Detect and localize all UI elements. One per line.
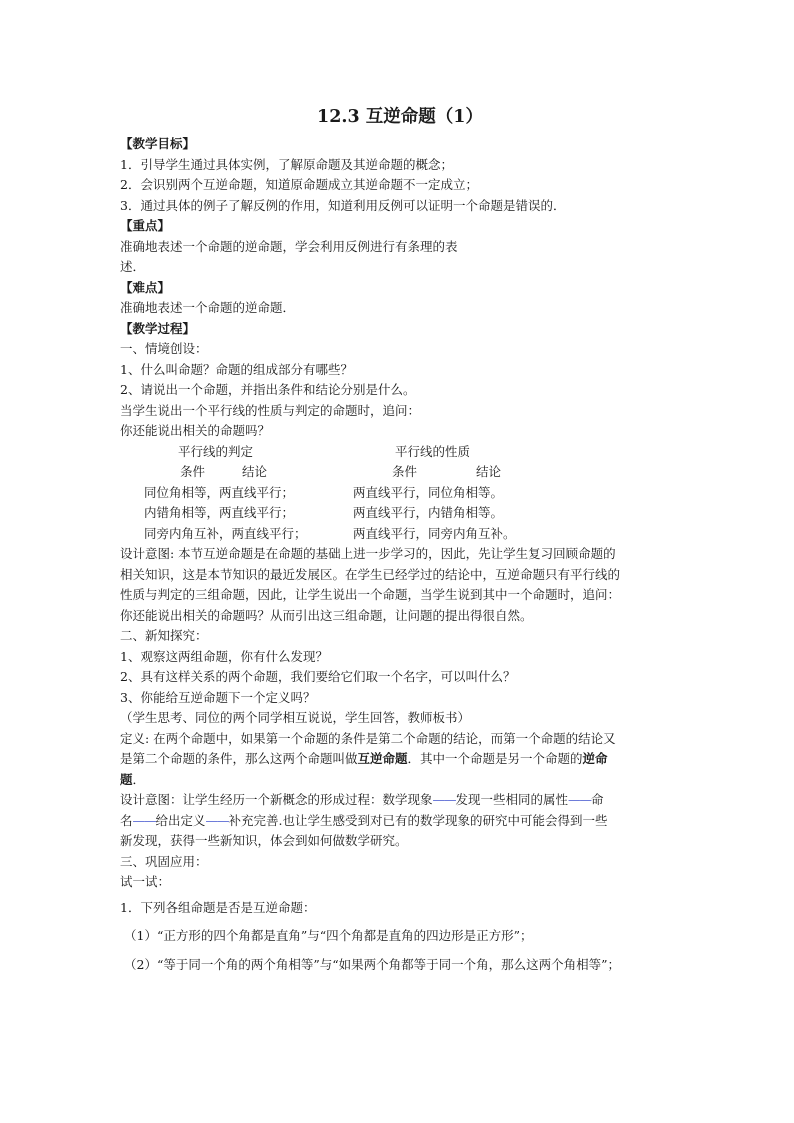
difficulty-heading: 【难点】 [120,279,171,295]
comparison-table [120,442,680,545]
table-subheader: 条件 [180,464,206,479]
table-subheader: 条件 [392,464,418,479]
page-title: 12.3 互逆命题（1） [317,107,483,127]
section-title: 二、新知探究： [120,628,208,643]
document-page [120,104,680,975]
table-subheader: 结论 [242,464,268,479]
key-text: 述． [120,259,146,274]
section-title: 三、巩固应用： [120,853,208,869]
design-intent: 你还能说出相关的命题吗？从而引出这三组命题，让问题的提出得很自然。 [120,607,533,623]
table-subheader: 结论 [476,464,502,479]
design-intent: 名——给出定义——补充完善.也让学生感受到对已有的数学现象的研究中可能会得到一些 [120,812,608,828]
definition: 是第二个命题的条件，那么这两个命题叫做互逆命题．其中一个命题是另一个命题的逆命 [120,751,608,766]
paragraph: 你还能说出相关的命题吗？ [120,423,271,438]
table-row [120,483,680,504]
definition: 题． [120,771,146,787]
difficulty-text: 准确地表述一个命题的逆命题． [120,300,296,315]
table-header: 平行线的判定 [178,443,254,459]
paragraph: 当学生说出一个平行线的性质与判定的命题时，追问： [120,402,421,418]
table-header-row [120,442,680,463]
key-text: 准确地表述一个命题的逆命题，学会利用反例进行有条理的表 [120,238,458,254]
note: （学生思考、同位的两个同学相互说说，学生回答，教师板书） [120,710,471,725]
term-highlight: 逆命 [582,751,608,766]
process-heading: 【教学过程】 [120,320,196,336]
table-row [120,503,680,524]
design-intent: 相关知识，这是本节知识的最近发展区。在学生已经学过的结论中，互逆命题只有平行线的 [120,566,621,582]
design-intent: 新发现，获得一些新知识，体会到如何做数学研究。 [120,833,408,848]
design-intent: 性质与判定的三组命题，因此，让学生说出一个命题，当学生说到其中一个命题时，追问： [120,587,621,602]
table-cell: 同旁内角互补，两直线平行； [144,525,307,541]
table-cell: 内错角相等，两直线平行； [144,505,295,520]
table-header: 平行线的性质 [395,443,471,459]
goal-item: 3．通过具体的例子了解反例的作用，知道利用反例可以证明一个命题是错误的． [120,197,566,213]
goals-heading: 【教学目标】 [120,136,196,151]
question: 2、具有这样关系的两个命题，我们要给它们取一个名字，可以叫什么？ [120,669,516,684]
question: 1、什么叫命题？命题的组成部分有哪些？ [120,361,353,377]
section-title: 一、情境创设： [120,341,208,356]
goal-item: 1．引导学生通过具体实例，了解原命题及其逆命题的概念； [120,156,453,172]
key-heading: 【重点】 [120,218,171,233]
exercise-item: （2）“等于同一个角的两个角相等”与“如果两个角都等于同一个角，那么这两个角相等”； [124,956,621,972]
task: 1．下列各组命题是否是互逆命题： [120,899,316,915]
definition: 定义: 在两个命题中，如果第一个命题的条件是第二个命题的结论，而第一个命题的结论又 [120,730,616,746]
design-intent: 设计意图：让学生经历一个新概念的形成过程：数学现象——发现一些相同的属性——命 [120,792,604,807]
table-row [120,524,680,545]
design-intent: 设计意图: 本节互逆命题是在命题的基础上进一步学习的，因此，先让学生复习回顾命题的 [120,546,616,561]
table-cell: 两直线平行，内错角相等。 [353,505,504,520]
table-cell: 两直线平行，同旁内角互补。 [353,525,516,541]
term-highlight: 互逆命题 [357,751,408,766]
table-subheader-row [120,462,680,483]
question: 2、请说出一个命题，并指出条件和结论分别是什么。 [120,382,416,397]
paragraph: 试一试： [120,874,171,889]
table-cell: 同位角相等，两直线平行； [144,484,295,500]
question: 1、观察这两组命题，你有什么发现？ [120,648,328,664]
table-cell: 两直线平行，同位角相等。 [353,484,504,500]
question: 3、你能给互逆命题下一个定义吗？ [120,689,316,705]
exercise-item: （1）“正方形的四个角都是直角”与“四个角都是直角的四边形是正方形”； [124,928,533,943]
goal-item: 2．会识别两个互逆命题，知道原命题成立其逆命题不一定成立； [120,177,478,192]
